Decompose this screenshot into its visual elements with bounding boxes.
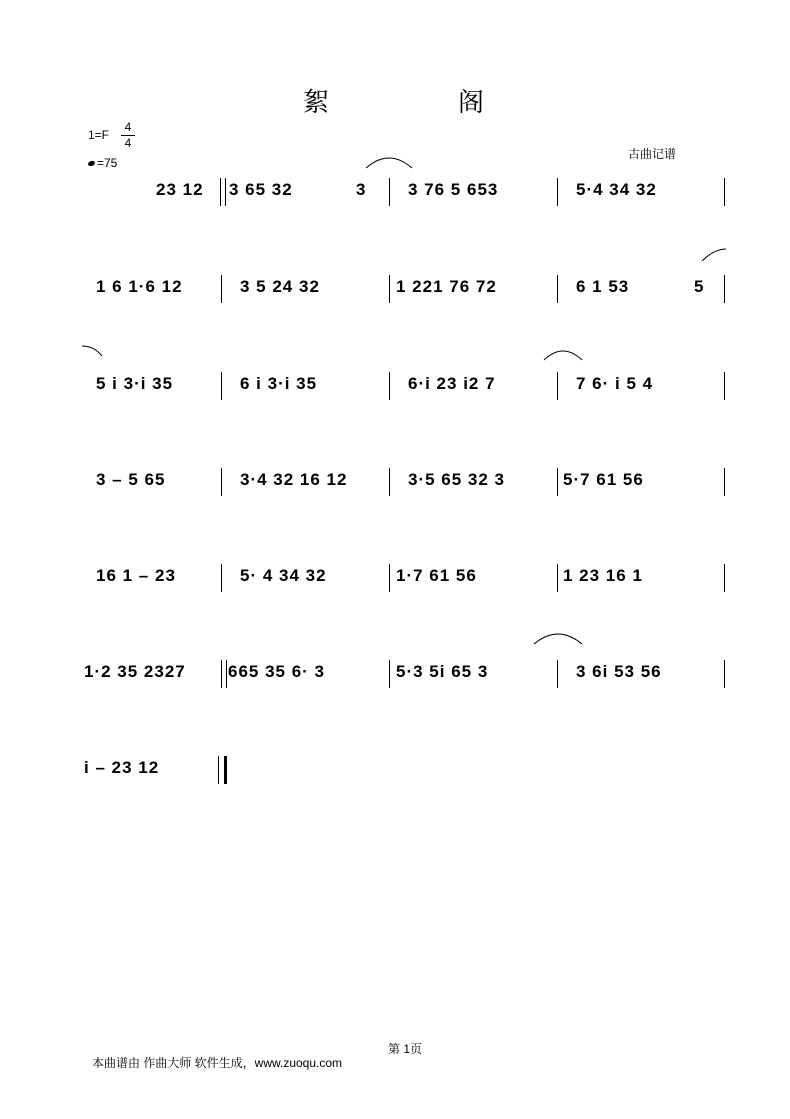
barline xyxy=(557,275,558,303)
measure: 5·7 61 56 xyxy=(563,470,644,489)
barline xyxy=(389,372,390,400)
score-system-6 xyxy=(0,662,790,722)
measure: 3 – 5 65 xyxy=(96,470,166,489)
barline xyxy=(389,178,390,206)
title-char-1: 絮 xyxy=(303,88,332,118)
score-system-5 xyxy=(0,566,790,626)
measure: 3·4 32 16 12 xyxy=(240,470,348,489)
time-signature xyxy=(121,121,135,150)
barline xyxy=(389,275,390,303)
time-signature-bottom: 4 xyxy=(124,136,132,150)
page-number: 第 1页 xyxy=(388,1042,423,1056)
measure: 3 6i 53 56 xyxy=(576,662,662,681)
barline xyxy=(389,564,390,592)
barline xyxy=(221,372,222,400)
barline xyxy=(724,564,725,592)
composer-credit: 古曲记谱 xyxy=(628,147,677,161)
measure: 3·5 65 32 3 xyxy=(408,470,506,489)
quarter-note-icon xyxy=(87,160,95,167)
key-signature: 1=F xyxy=(88,128,110,142)
measure: 6 i 3·i 35 xyxy=(240,374,318,393)
measure: 1 221 76 72 xyxy=(396,277,497,296)
measure: 6·i 23 i2 7 xyxy=(408,374,496,393)
measure: 1·2 35 2327 xyxy=(84,662,186,681)
barline xyxy=(557,660,558,688)
measure: 5·3 5i 65 3 xyxy=(396,662,489,681)
barline xyxy=(557,468,558,496)
barline xyxy=(389,660,390,688)
barline xyxy=(724,468,725,496)
barline xyxy=(557,372,558,400)
measure: 3 5 24 32 xyxy=(240,277,320,296)
time-signature-top: 4 xyxy=(124,120,132,134)
double-barline xyxy=(221,660,227,688)
measure: 3 xyxy=(356,180,367,199)
measure: 1 23 16 1 xyxy=(563,566,643,585)
slur-mark xyxy=(532,630,584,646)
measure: 16 1 – 23 xyxy=(96,566,176,585)
slur-mark xyxy=(364,154,414,170)
barline xyxy=(221,275,222,303)
barline xyxy=(724,660,725,688)
measure: 1 6 1·6 12 xyxy=(96,277,183,296)
measure: 1·7 61 56 xyxy=(396,566,477,585)
barline xyxy=(724,372,725,400)
software-credit: 本曲谱由 作曲大师 软件生成，www.zuoqu.com xyxy=(92,1056,343,1070)
final-barline xyxy=(218,756,227,784)
score-system-3 xyxy=(0,374,790,434)
measure: 3 76 5 653 xyxy=(408,180,499,199)
score-system-7 xyxy=(0,758,790,818)
measure: 5· 4 34 32 xyxy=(240,566,327,585)
barline xyxy=(389,468,390,496)
barline xyxy=(221,564,222,592)
measure: i – 23 12 xyxy=(84,758,160,777)
slur-mark xyxy=(80,344,104,360)
score-system-1 xyxy=(0,180,790,240)
slur-mark xyxy=(542,346,584,362)
barline xyxy=(724,178,725,206)
measure: 6 1 53 xyxy=(576,277,630,296)
barline xyxy=(557,564,558,592)
measure: 5 xyxy=(694,277,705,296)
tempo-marking xyxy=(88,156,117,170)
measure: 23 12 xyxy=(156,180,204,199)
barline xyxy=(557,178,558,206)
tempo-value: =75 xyxy=(97,156,118,170)
slur-mark xyxy=(700,247,728,263)
score-system-4 xyxy=(0,470,790,530)
barline xyxy=(724,275,725,303)
measure: 3 65 32 xyxy=(229,180,293,199)
measure: 5·4 34 32 xyxy=(576,180,657,199)
double-barline xyxy=(220,178,226,206)
measure: 7 6· i 5 4 xyxy=(576,374,654,393)
measure: 665 35 6· 3 xyxy=(228,662,326,681)
title-char-2: 阁 xyxy=(458,88,487,118)
measure: 5 i 3·i 35 xyxy=(96,374,174,393)
score-system-2 xyxy=(0,277,790,337)
barline xyxy=(221,468,222,496)
